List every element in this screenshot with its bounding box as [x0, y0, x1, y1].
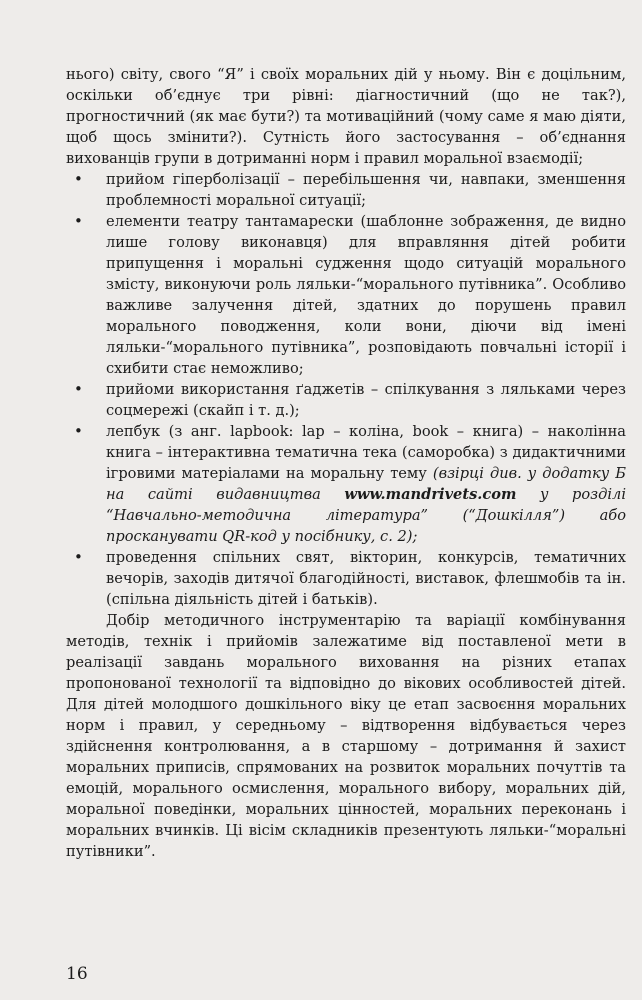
- list-item-text: елементи театру тантамарески (шаблонне зображення, де видно лише голову виконавця) для вправляння дітей робити припущення і моральні судження щодо ситуацій морального змісту, виконуючи роль ляльки-“морального путівника”. Особливо важливе залучення дітей, здатних до порушень правил морального поводження, коли вони, діючи від імені ляльки-“морального путівника”, розповідають повчальні історії і схибити стає неможливо;: [106, 213, 626, 377]
- list-item-text: прийом гіперболізації – перебільшення чи, навпаки, зменшення проблемності моральної ситуації;: [106, 171, 626, 209]
- list-item: [66, 379, 626, 421]
- appendix-reference: (взірці див. у додатку Б на сайті видавництва: [106, 465, 626, 503]
- body-text: [66, 64, 626, 862]
- list-item: [66, 547, 626, 610]
- list-item-text: проведення спільних свят, вікторин, конкурсів, тематичних вечорів, заходів дитячої благодійності, виставок, флешмобів та ін. (спільна діяльність дітей і батьків).: [106, 549, 626, 608]
- list-item: [66, 169, 626, 211]
- list-item-text: прийоми використання ґаджетів – спілкування з ляльками через соцмережі (скайп і т. д.);: [106, 381, 626, 419]
- bullet-icon: •: [74, 212, 83, 230]
- intro-paragraph: нього) світу, свого “Я” і своїх моральних дій у ньому. Він є доцільним, оскільки об’єднує три рівні: діагностичний (що не так?), прогностичний (як має бути?) та мотиваційний (чому саме я маю діяти, щоб щось змінити?). Сутність його застосування – об’єднання вихованців групи в дотриманні норм і правил моральної взаємодії;: [66, 66, 626, 167]
- bullet-icon: •: [74, 422, 83, 440]
- methods-list: [66, 169, 626, 610]
- bullet-icon: •: [74, 548, 83, 566]
- publisher-website-link[interactable]: www.mandrivets.com: [344, 486, 517, 503]
- list-item: [66, 421, 626, 547]
- page-number: 16: [66, 964, 88, 984]
- list-item: [66, 211, 626, 379]
- bullet-icon: •: [74, 380, 83, 398]
- list-item-text: лепбук (з анг. lapbook: lap – коліна, book – книга) – наколінна книга – інтерактивна тематична тека (саморобка) з дидактичними ігровими матеріалами на моральну тему: [106, 423, 626, 482]
- bullet-icon: •: [74, 170, 83, 188]
- closing-paragraph: Добір методичного інструментарію та варіації комбінування методів, технік і прийомів залежатиме від поставленої мети в реалізації завдань морального виховання на різних етапах пропонованої технології та відповідно до вікових особливостей дітей. Для дітей молодшого дошкільного віку це етап засвоєння моральних норм і правил, у середньому – відтворення відбувається через здійснення контролювання, а в старшому – дотримання й захист моральних приписів, спрямованих на розвиток моральних почуттів та емоцій, морального осмислення, морального вибору, моральних дій, моральної поведінки, моральних цінностей, моральних переконань і моральних вчинків. Ці вісім складників презентують ляльки-“моральні путівники”.: [66, 612, 626, 860]
- appendix-reference-continued: у розділі “Навчально-методична література” (“Дошкілля”) або просканувати QR-код у посібнику, с. 2);: [106, 486, 626, 545]
